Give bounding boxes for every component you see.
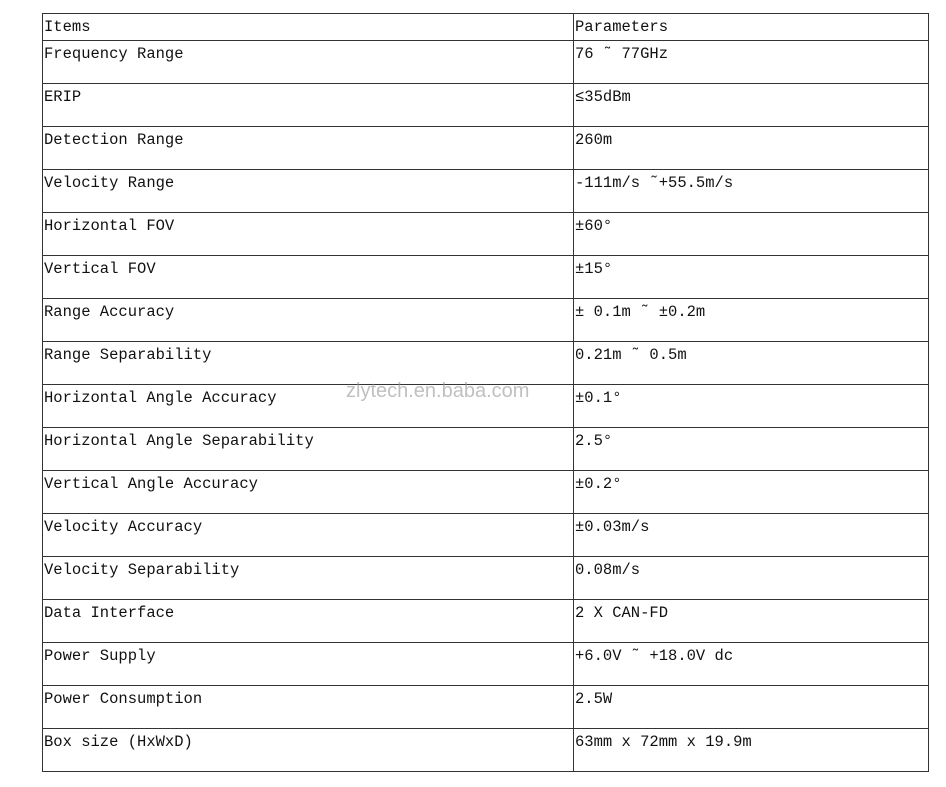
item-cell: ERIP bbox=[43, 84, 574, 127]
header-parameters: Parameters bbox=[574, 14, 929, 41]
item-cell: Velocity Separability bbox=[43, 557, 574, 600]
item-cell: Horizontal Angle Separability bbox=[43, 428, 574, 471]
value-cell: 76 ˜ 77GHz bbox=[574, 41, 929, 84]
table-row bbox=[43, 170, 929, 213]
item-cell: Frequency Range bbox=[43, 41, 574, 84]
value-cell: ±0.2° bbox=[574, 471, 929, 514]
item-cell: Horizontal FOV bbox=[43, 213, 574, 256]
item-cell: Box size (HxWxD) bbox=[43, 729, 574, 772]
item-cell: Range Accuracy bbox=[43, 299, 574, 342]
item-cell: Velocity Range bbox=[43, 170, 574, 213]
table-row bbox=[43, 84, 929, 127]
item-cell: Power Consumption bbox=[43, 686, 574, 729]
item-cell: Vertical FOV bbox=[43, 256, 574, 299]
value-cell: ±15° bbox=[574, 256, 929, 299]
table-row bbox=[43, 471, 929, 514]
value-cell: 0.08m/s bbox=[574, 557, 929, 600]
item-cell: Vertical Angle Accuracy bbox=[43, 471, 574, 514]
value-cell: 0.21m ˜ 0.5m bbox=[574, 342, 929, 385]
table-row bbox=[43, 557, 929, 600]
value-cell: 2.5W bbox=[574, 686, 929, 729]
value-cell: ± 0.1m ˜ ±0.2m bbox=[574, 299, 929, 342]
value-cell: ≤35dBm bbox=[574, 84, 929, 127]
value-cell: ±0.1° bbox=[574, 385, 929, 428]
table-row bbox=[43, 41, 929, 84]
value-cell: -111m/s ˜+55.5m/s bbox=[574, 170, 929, 213]
item-cell: Range Separability bbox=[43, 342, 574, 385]
table-row bbox=[43, 127, 929, 170]
item-cell: Detection Range bbox=[43, 127, 574, 170]
table-row bbox=[43, 256, 929, 299]
item-cell: Velocity Accuracy bbox=[43, 514, 574, 557]
item-cell: Power Supply bbox=[43, 643, 574, 686]
value-cell: ±0.03m/s bbox=[574, 514, 929, 557]
table-row bbox=[43, 213, 929, 256]
table-row bbox=[43, 385, 929, 428]
item-cell: Horizontal Angle Accuracy bbox=[43, 385, 574, 428]
table-header-row bbox=[43, 14, 929, 41]
table-row bbox=[43, 729, 929, 772]
value-cell: ±60° bbox=[574, 213, 929, 256]
item-cell: Data Interface bbox=[43, 600, 574, 643]
value-cell: +6.0V ˜ +18.0V dc bbox=[574, 643, 929, 686]
spec-table bbox=[42, 13, 929, 772]
table-row bbox=[43, 342, 929, 385]
header-items: Items bbox=[43, 14, 574, 41]
table-row bbox=[43, 514, 929, 557]
watermark: zlytech.en.baba.com bbox=[346, 380, 530, 402]
table-row bbox=[43, 686, 929, 729]
table-row bbox=[43, 299, 929, 342]
value-cell: 63mm x 72mm x 19.9m bbox=[574, 729, 929, 772]
value-cell: 2.5° bbox=[574, 428, 929, 471]
table-row bbox=[43, 600, 929, 643]
value-cell: 2 X CAN-FD bbox=[574, 600, 929, 643]
table-row bbox=[43, 428, 929, 471]
value-cell: 260m bbox=[574, 127, 929, 170]
table-row bbox=[43, 643, 929, 686]
